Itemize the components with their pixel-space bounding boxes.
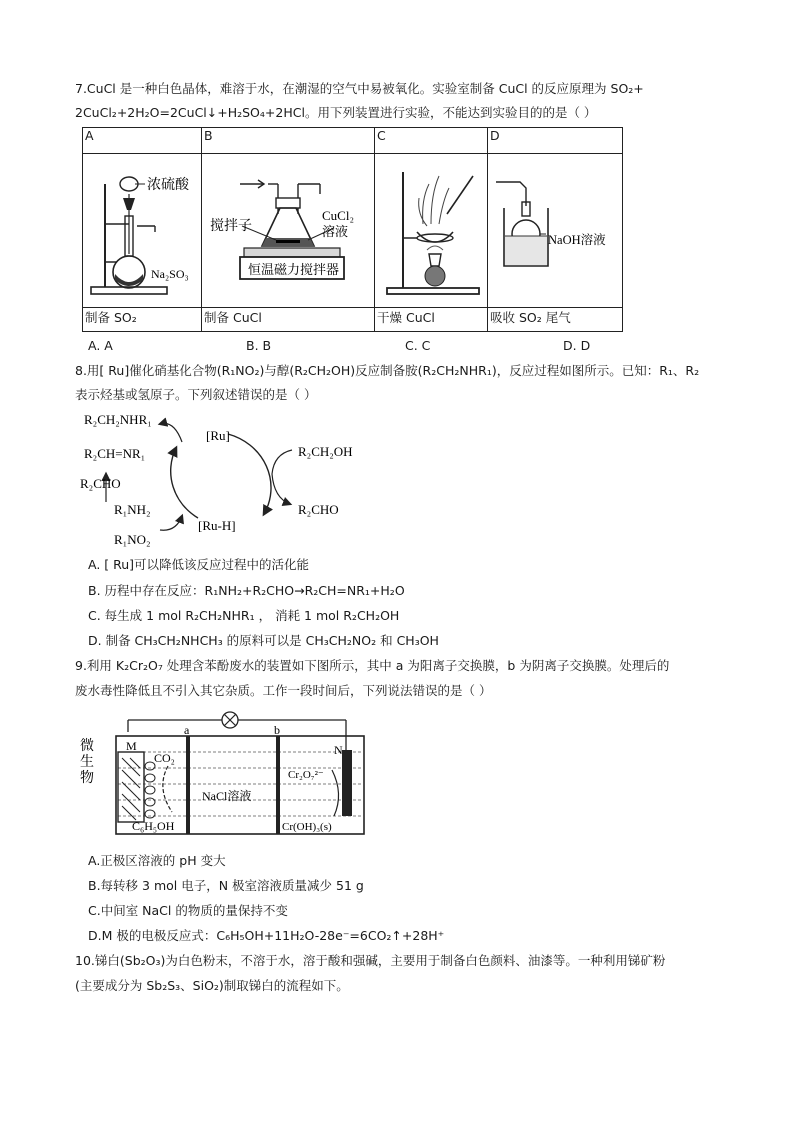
label-chromium-hydroxide: Cr(OH)₃(s) [282,821,332,833]
label-membrane-a: a [184,723,190,737]
label-ru-h: [Ru-H] [198,518,236,533]
label-cucl2: CuCl₂ [322,208,354,223]
label-membrane-b: b [274,723,280,737]
apparatus-a-figure [85,154,201,304]
label-alcohol: R₂CH₂OH [298,444,353,459]
q9-electrolytic-cell [76,708,376,840]
label-na2so3: Na₂SO₃ [151,267,189,281]
q8-choice-d[interactable]: D. 制备 CH₃CH₂NHCH₃ 的原料可以是 CH₃CH₂NO₂ 和 CH₃OH [88,633,439,648]
q7-option-b[interactable]: B. B [246,338,272,353]
q7-figure-c [375,154,488,308]
label-microbe-2: 生 [80,755,94,770]
q9-stem-line2: 废水毒性降低且不引入其它杂质。工作一段时间后，下列说法错误的是（ ） [75,683,492,698]
label-aldehyde-right: R₂CHO [298,502,339,517]
q7-header-a: A [83,128,202,154]
label-stir-bar: 搅拌子 [210,219,252,234]
q7-figure-d [488,154,623,308]
q8-catalytic-cycle [78,408,378,552]
q7-stem-line1: 7.CuCl 是一种白色晶体，难溶于水，在潮湿的空气中易被氧化。实验室制备 CuCl 的反应原理为 SO₂+ [75,81,644,96]
label-r1no2: R₁NO₂ [114,532,151,547]
q7-caption-b: 制备 CuCl [202,308,375,332]
label-nacl-solution: NaCl溶液 [202,789,252,803]
q7-option-d[interactable]: D. D [563,338,591,353]
q9-stem-line1: 9.利用 K₂Cr₂O₇ 处理含苯酚废水的装置如下图所示，其中 a 为阳离子交换膜，b 为阴离子交换膜。处理后的 [75,658,670,673]
q7-figure-a [83,154,202,308]
q7-option-a[interactable]: A. A [88,338,113,353]
q7-apparatus-table [82,127,623,332]
q8-choice-c[interactable]: C. 每生成 1 mol R₂CH₂NHR₁ ， 消耗 1 mol R₂CH₂OH [88,608,400,623]
label-electrode-m: M [126,739,137,753]
label-aldehyde-left: R₂CHO [80,476,121,491]
label-microbe-3: 物 [80,771,94,786]
label-electrode-n: N [334,743,343,757]
q8-choice-a[interactable]: A. [ Ru]可以降低该反应过程中的活化能 [88,557,310,572]
q7-caption-a: 制备 SO₂ [83,308,202,332]
q8-choice-b[interactable]: B. 历程中存在反应：R₁NH₂+R₂CHO→R₂CH=NR₁+H₂O [88,583,405,598]
q9-choice-b[interactable]: B.每转移 3 mol 电子，N 极室溶液质量减少 51 g [88,878,364,893]
label-co2: CO₂ [154,751,175,765]
label-phenol: C₆H₅OH [132,819,175,833]
q10-stem-line1: 10.锑白(Sb₂O₃)为白色粉末，不溶于水，溶于酸和强碱，主要用于制备白色颜料、油漆等。一种利用锑矿粉 [75,953,666,968]
q7-figure-b [202,154,375,308]
q7-header-b: B [202,128,375,154]
q7-header-c: C [375,128,488,154]
label-imine: R₂CH=NR₁ [84,446,146,461]
apparatus-c-figure [377,154,487,304]
q9-choice-c[interactable]: C.中间室 NaCl 的物质的量保持不变 [88,903,288,918]
q7-option-c[interactable]: C. C [405,338,431,353]
q8-stem-line2: 表示烃基或氢原子。下列叙述错误的是（ ） [75,387,317,402]
apparatus-d-figure [490,154,622,304]
q9-choice-d[interactable]: D.M 极的电极反应式：C₆H₅OH+11H₂O-28e⁻=6CO₂↑+28H⁺ [88,928,445,943]
q8-stem-line1: 8.用[ Ru]催化硝基化合物(R₁NO₂)与醇(R₂CH₂OH)反应制备胺(R₂CH₂NHR₁)，反应过程如图所示。已知：R₁、R₂ [75,363,700,378]
label-naoh-solution: NaOH溶液 [548,233,606,247]
label-stirrer-device: 恒温磁力搅拌器 [248,262,340,277]
q7-stem-line2: 2CuCl₂+2H₂O=2CuCl↓+H₂SO₄+2HCl。用下列装置进行实验，不能达到实验目的的是（ ） [75,105,597,120]
label-dichromate: Cr₂O₇²⁻ [288,769,324,781]
q7-caption-d: 吸收 SO₂ 尾气 [488,308,623,332]
label-microbe-1: 微 [80,739,94,754]
label-ru-catalyst: [Ru] [206,428,230,443]
q10-stem-line2: (主要成分为 Sb₂S₃、SiO₂)制取锑白的流程如下。 [75,978,349,993]
label-solution: 溶液 [322,224,349,239]
label-amine-product: R₂CH₂NHR₁ [84,412,152,427]
label-conc-sulfuric-acid: 浓硫酸 [147,178,189,193]
q7-caption-c: 干燥 CuCl [375,308,488,332]
q7-header-d: D [488,128,623,154]
apparatus-b-figure [204,154,374,304]
label-r1nh2: R₁NH₂ [114,502,151,517]
q9-choice-a[interactable]: A.正极区溶液的 pH 变大 [88,853,226,868]
